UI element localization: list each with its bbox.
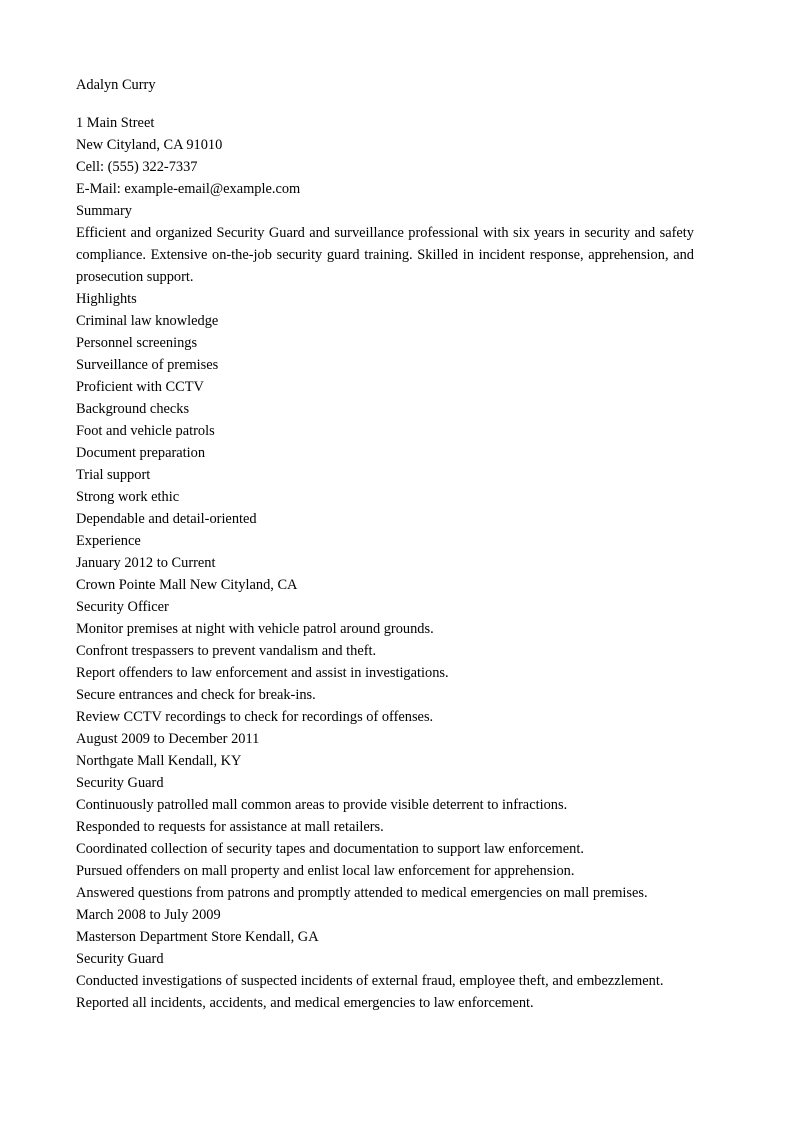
- job-title: Security Guard: [76, 775, 164, 791]
- highlight-item: Proficient with CCTV: [76, 379, 204, 395]
- highlight-item: Strong work ethic: [76, 489, 180, 505]
- job-duty: Monitor premises at night with vehicle patrol around grounds.: [76, 621, 434, 637]
- address-line-2: New Cityland, CA 91010: [76, 137, 223, 153]
- job-employer: Northgate Mall Kendall, KY: [76, 753, 242, 769]
- job-dates: August 2009 to December 2011: [76, 731, 260, 747]
- highlight-item: Personnel screenings: [76, 335, 198, 351]
- highlights-heading: Highlights: [76, 291, 137, 307]
- job-duty: Reported all incidents, accidents, and medical emergencies to law enforcement.: [76, 995, 534, 1011]
- job-dates: January 2012 to Current: [76, 555, 216, 571]
- experience-heading: Experience: [76, 533, 141, 549]
- job-duty: Secure entrances and check for break-ins.: [76, 687, 316, 703]
- job-duty: Coordinated collection of security tapes and documentation to support law enforcement.: [76, 841, 584, 857]
- highlight-item: Surveillance of premises: [76, 357, 219, 373]
- job-duty: Continuously patrolled mall common areas to provide visible deterrent to infractions.: [76, 797, 568, 813]
- resume-body: [76, 112, 694, 1014]
- highlight-item: Trial support: [76, 467, 151, 483]
- highlight-item: Background checks: [76, 401, 190, 417]
- address-line-1: 1 Main Street: [76, 115, 155, 131]
- job-duty: Answered questions from patrons and promptly attended to medical emergencies on mall premises.: [76, 885, 648, 901]
- job-employer: Crown Pointe Mall New Cityland, CA: [76, 577, 298, 593]
- job-duty: Report offenders to law enforcement and assist in investigations.: [76, 665, 449, 681]
- job-title: Security Guard: [76, 951, 164, 967]
- job-duty: Review CCTV recordings to check for recordings of offenses.: [76, 709, 434, 725]
- job-title: Security Officer: [76, 599, 169, 615]
- highlight-item: Criminal law knowledge: [76, 313, 219, 329]
- job-dates: March 2008 to July 2009: [76, 907, 221, 923]
- job-duty: Pursued offenders on mall property and enlist local law enforcement for apprehension.: [76, 863, 575, 879]
- job-duty: Conducted investigations of suspected incidents of external fraud, employee theft, and embezzlement.: [76, 973, 664, 989]
- email-address: E-Mail: example-email@example.com: [76, 181, 301, 197]
- summary-text: Efficient and organized Security Guard and surveillance professional with six years in security and safety compliance. Extensive on-the-job security guard training. Skilled in incident response, apprehension, and prosecution support.: [76, 225, 694, 285]
- cell-phone: Cell: (555) 322-7337: [76, 159, 198, 175]
- applicant-name: Adalyn Curry: [76, 77, 156, 93]
- job-duty: Responded to requests for assistance at mall retailers.: [76, 819, 384, 835]
- job-employer: Masterson Department Store Kendall, GA: [76, 929, 319, 945]
- highlight-item: Foot and vehicle patrols: [76, 423, 215, 439]
- highlight-item: Dependable and detail-oriented: [76, 511, 257, 527]
- summary-heading: Summary: [76, 203, 132, 219]
- job-duty: Confront trespassers to prevent vandalism and theft.: [76, 643, 377, 659]
- highlight-item: Document preparation: [76, 445, 206, 461]
